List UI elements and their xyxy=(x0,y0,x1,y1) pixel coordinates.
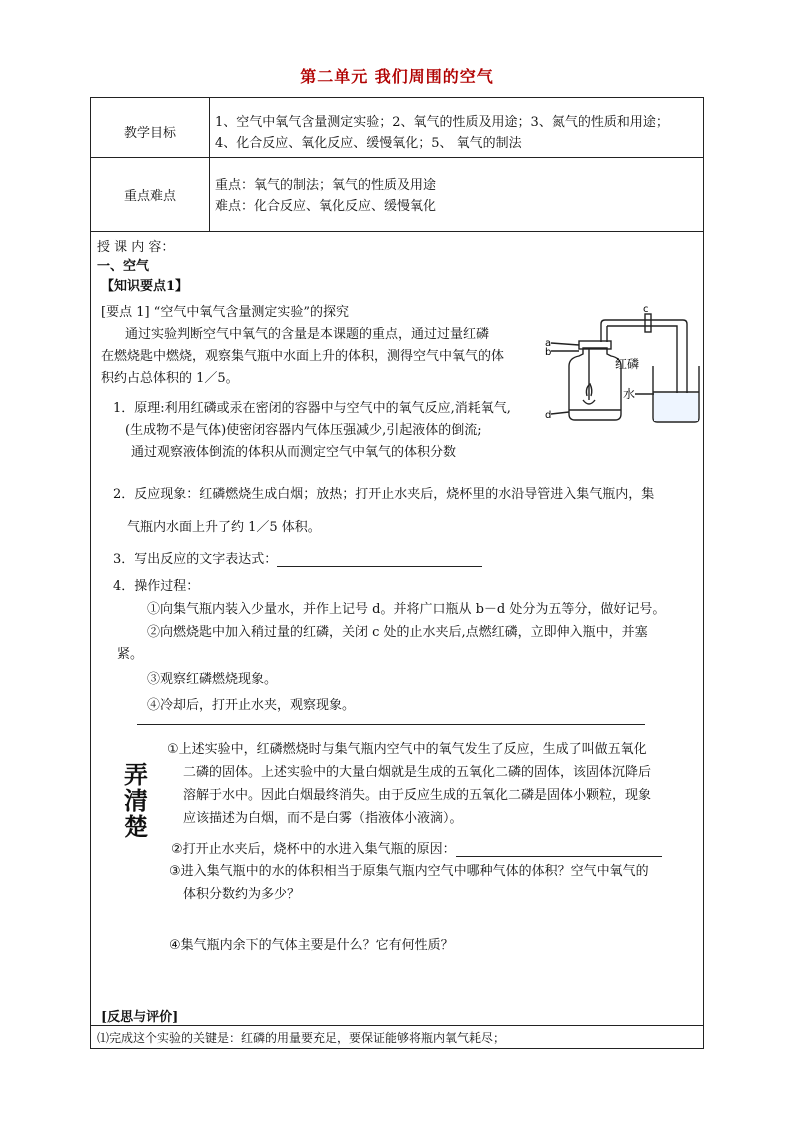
point-title: [要点 1] “空气中氧气含量测定实验”的探究 xyxy=(101,305,349,320)
teach-heading: 授 课 内 容： xyxy=(97,240,175,255)
clarify-line: 应该描述为白烟，而不是白雾（指液体小液滴）。 xyxy=(183,811,463,826)
section-divider xyxy=(137,724,645,725)
equation-prompt xyxy=(113,548,482,567)
procedure-step-line: 紧。 xyxy=(117,647,144,662)
clarify-char: 弄 xyxy=(124,761,148,789)
intro-line: 通过实验判断空气中氧气的含量是本课题的重点，通过过量红磷 xyxy=(125,327,490,342)
clarify-line: 二磷的固体。上述实验中的大量白烟就是生成的五氧化二磷的固体，该固体沉降后 xyxy=(183,765,652,780)
question-line: 体积分数约为多少？ xyxy=(183,887,301,902)
reflection-item: ⑴完成这个实验的关键是：红磷的用量要充足，要保证能够将瓶内氧气耗尽； xyxy=(97,1031,506,1045)
intro-line: 在燃烧匙中燃烧，观察集气瓶中水面上升的体积，测得空气中氧气的体 xyxy=(101,349,505,364)
intro-paragraph xyxy=(101,324,546,390)
clarify-line: 溶解于水中。因此白烟最终消失。由于反应生成的五氧化二磷是固体小颗粒，现象 xyxy=(183,788,652,803)
beaker-water xyxy=(654,393,698,421)
procedure-step: ④冷却后，打开止水夹，观察现象。 xyxy=(147,698,356,713)
key-label: 重点难点 xyxy=(123,189,176,204)
label-c: c xyxy=(643,304,649,315)
question: ④集气瓶内余下的气体主要是什么？它有何性质？ xyxy=(169,938,454,953)
procedure-step xyxy=(117,622,701,666)
goal-line: 1、空气中氧气含量测定实验；2、氧气的性质及用途；3、氮气的性质和用途； xyxy=(215,115,669,130)
clarify-char: 清 xyxy=(124,787,148,815)
key-content xyxy=(215,175,699,217)
procedure-heading: 4．操作过程： xyxy=(113,579,200,594)
phenomenon-line: 2．反应现象：红磷燃烧生成白烟；放热；打开止水夹后，烧杯里的水沿导管进入集气瓶内，集 xyxy=(113,487,655,502)
label-water: 水 xyxy=(623,387,636,401)
clamp xyxy=(645,314,651,332)
knowledge-heading: 【知识要点1】 xyxy=(101,279,189,294)
clarify-answer xyxy=(167,738,697,830)
pointer-a xyxy=(551,343,579,345)
row-divider xyxy=(91,231,703,232)
question-line: ③进入集气瓶中的水的体积相当于原集气瓶内空气中哪种气体的体积？空气中氧气的 xyxy=(169,864,649,879)
lesson-table xyxy=(90,97,704,1049)
label-b: b xyxy=(545,347,552,358)
answer-blank[interactable] xyxy=(277,566,482,567)
label-d: d xyxy=(545,410,552,421)
question xyxy=(169,860,699,906)
reflection-heading: [反思与评价] xyxy=(101,1010,179,1025)
apparatus-figure xyxy=(545,304,700,424)
column-divider xyxy=(209,98,210,231)
procedure-step-line: ②向燃烧匙中加入稍过量的红磷，关闭 c 处的止水夹后,点燃红磷，立即伸入瓶中，并塞 xyxy=(147,625,648,640)
question xyxy=(171,838,662,857)
goal-label: 教学目标 xyxy=(123,126,176,141)
clarify-line: ①上述实验中，红磷燃烧时与集气瓶内空气中的氧气发生了反应，生成了叫做五氧化 xyxy=(167,742,647,757)
goal-line: 4、化合反应、氧化反应、缓慢氧化；5、 氧气的制法 xyxy=(215,136,522,151)
answer-blank[interactable] xyxy=(456,856,662,857)
row-divider xyxy=(91,1025,703,1026)
clarify-char: 楚 xyxy=(124,813,148,841)
question-text: ②打开止水夹后，烧杯中的水进入集气瓶的原因： xyxy=(171,842,456,857)
pointer-d xyxy=(551,412,569,414)
principle xyxy=(113,398,553,464)
goal-content xyxy=(215,112,699,154)
principle-line: 通过观察液体倒流的体积从而测定空气中氧气的体积分数 xyxy=(131,445,457,460)
section-heading: 一、空气 xyxy=(97,259,150,274)
equation-label: 3．写出反应的文字表达式： xyxy=(113,552,278,567)
procedure-step: ①向集气瓶内装入少量水，并作上记号 d。并将广口瓶从 b－d 处分为五等分，做好记号。 xyxy=(147,602,666,617)
bottle-outline xyxy=(569,348,621,420)
procedure-step: ③观察红磷燃烧现象。 xyxy=(147,672,278,687)
label-phosphorus: 红磷 xyxy=(615,357,640,371)
principle-line: (生成物不是气体)使密闭容器内气体压强减少,引起液体的倒流; xyxy=(125,423,482,438)
principle-line: 1．原理:利用红磷或汞在密闭的容器中与空气中的氧气反应,消耗氧气, xyxy=(113,401,511,416)
row-divider xyxy=(91,157,703,158)
page-title: 第二单元 我们周围的空气 xyxy=(300,67,494,86)
intro-line: 积约占总体积的 1／5。 xyxy=(101,371,239,386)
spoon-cup xyxy=(583,400,595,404)
key-line: 难点：化合反应、氧化反应、缓慢氧化 xyxy=(215,199,437,214)
phenomenon-line: 气瓶内水面上升了约 1／5 体积。 xyxy=(127,520,321,535)
label-a: a xyxy=(545,338,552,349)
key-line: 重点：氧气的制法；氧气的性质及用途 xyxy=(215,178,437,193)
